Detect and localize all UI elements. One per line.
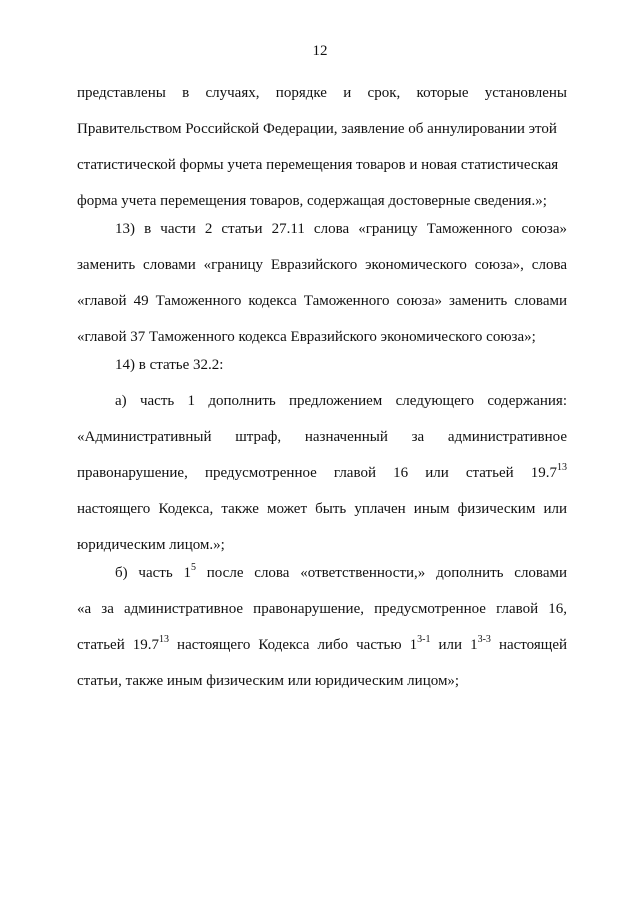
paragraph-item-14a [77, 391, 567, 555]
text-line: юридическим лицом.»; [77, 537, 225, 553]
superscript: 3-3 [477, 634, 491, 645]
text-line: «главой 49 Таможенного кодекса Таможенного союза» заменить словами [77, 293, 567, 309]
text-line-body: правонарушение, предусмотренное главой 16 или статьей 19.7 [77, 465, 557, 481]
text-line: 13) в части 2 статьи 27.11 слова «границу Таможенного союза» [115, 221, 567, 237]
superscript: 13 [159, 634, 170, 645]
text-line-part: или 1 [430, 637, 478, 653]
text-line: Правительством Российской Федерации, заявление об аннулировании этой [77, 121, 557, 137]
text-line: «Административный штраф, назначенный за административное [77, 429, 567, 445]
superscript: 3-1 [417, 634, 431, 645]
text-line-with-superscript [77, 635, 567, 655]
text-line: представлены в случаях, порядке и срок, которые установлены [77, 85, 567, 101]
text-line-part: после слова «ответственности,» дополнить словами [195, 565, 567, 581]
text-line: статистической формы учета перемещения товаров и новая статистическая [77, 157, 559, 173]
text-line-part: настоящего Кодекса либо частью 1 [169, 637, 418, 653]
text-line: «а за административное правонарушение, предусмотренное главой 16, [77, 601, 567, 617]
superscript: 13 [557, 462, 567, 473]
text-line-part: статьей 19.7 [77, 637, 160, 653]
text-line: 14) в статье 32.2: [115, 357, 224, 373]
paragraph-item-13 [77, 219, 567, 347]
text-line-with-superscript [77, 463, 567, 483]
text-line: форма учета перемещения товаров, содержащая достоверные сведения.»; [77, 193, 547, 209]
text-line-with-superscript [77, 563, 567, 583]
text-line: статьи, также иным физическим или юридическим лицом»; [77, 673, 460, 689]
text-line: настоящего Кодекса, также может быть уплачен иным физическим или [77, 501, 567, 517]
text-line: а) часть 1 дополнить предложением следующего содержания: [115, 393, 567, 409]
text-line: заменить словами «границу Евразийского экономического союза», слова [77, 257, 567, 273]
text-line: «главой 37 Таможенного кодекса Евразийского экономического союза»; [77, 329, 536, 345]
paragraph-item-14 [77, 355, 567, 375]
text-line-part: настоящей [490, 637, 568, 653]
paragraph-continuation [77, 83, 567, 211]
superscript: 5 [190, 562, 196, 573]
text-line-part: б) часть 1 [115, 565, 191, 581]
page-number: 12 [312, 43, 328, 59]
paragraph-item-14b [77, 563, 567, 691]
